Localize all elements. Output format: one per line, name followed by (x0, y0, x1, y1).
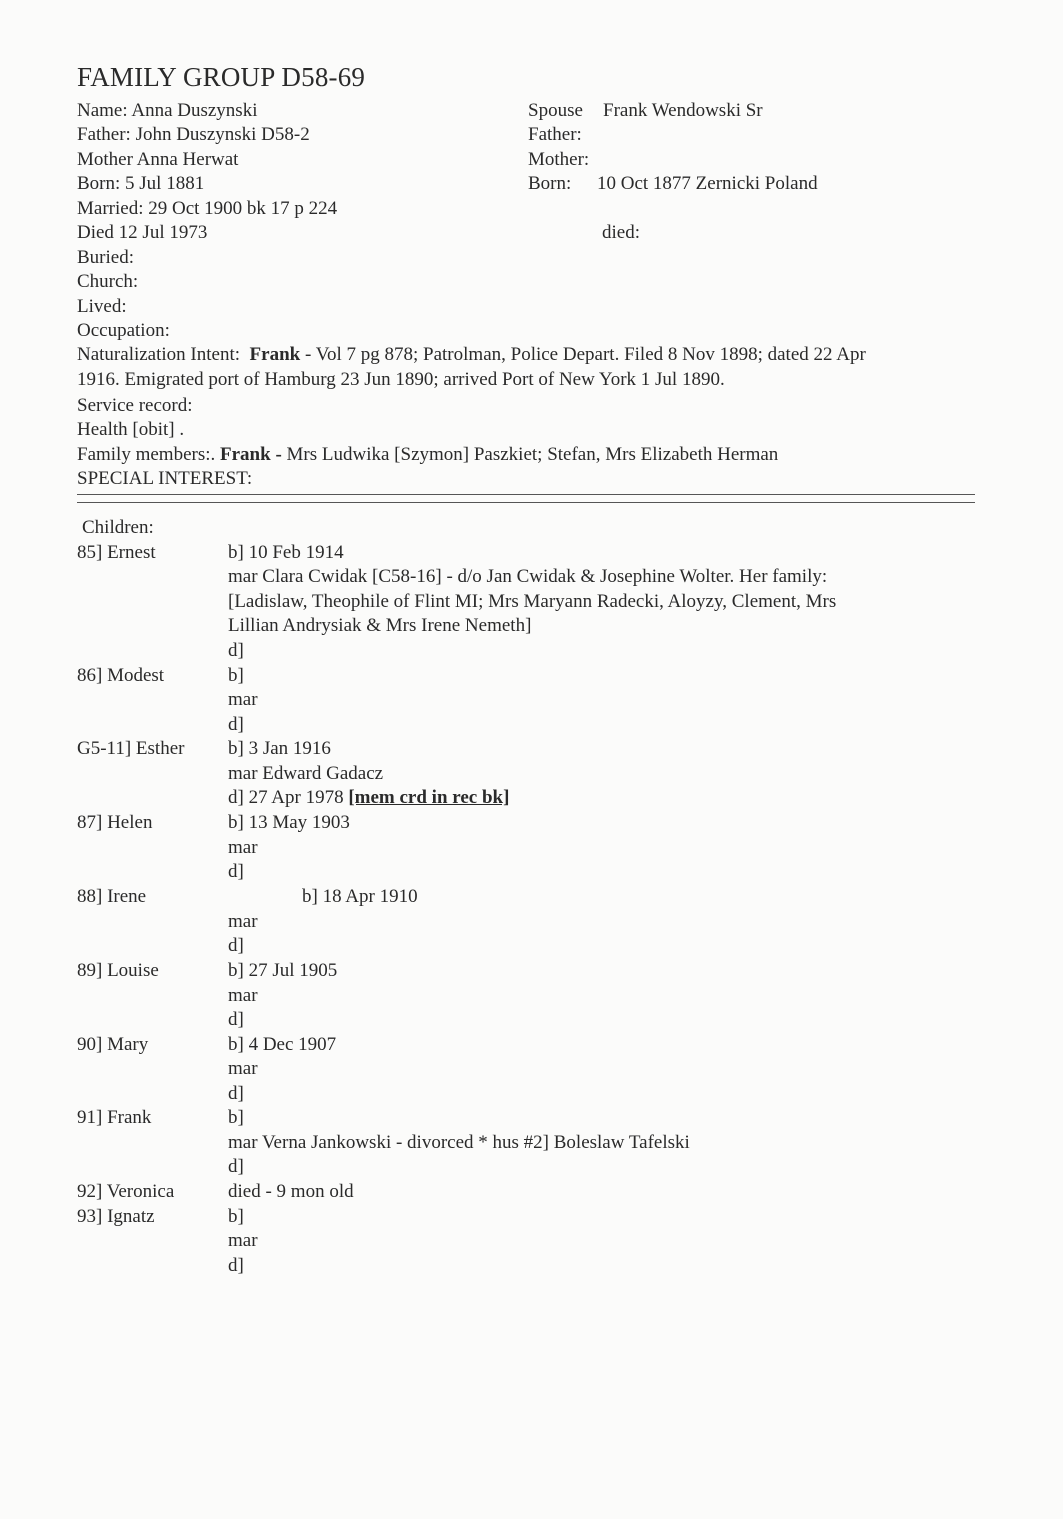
child-line: d] (228, 935, 244, 956)
family-members-rest: Mrs Ludwika [Szymon] Paszkiet; Stefan, Mrs Elizabeth Herman (281, 444, 779, 465)
family-members-line (77, 443, 778, 467)
child-line: b] (228, 665, 244, 686)
naturalization-label: Naturalization Intent: (77, 344, 241, 365)
child-line: died - 9 mon old (228, 1181, 354, 1202)
child-id: 90] Mary (77, 1034, 149, 1055)
child-line: d] (228, 861, 244, 882)
spouse-born-label: Born: (528, 173, 572, 194)
spouse-father: Father: (528, 124, 582, 145)
spouse-name: Frank Wendowski Sr (603, 100, 763, 121)
child-line: b] 4 Dec 1907 (228, 1034, 337, 1055)
family-members-who: Frank - (220, 444, 282, 465)
child-line: Lillian Andrysiak & Mrs Irene Nemeth] (228, 615, 532, 636)
child-line: b] (228, 1206, 244, 1227)
child-line: d] (228, 640, 244, 661)
child-line: mar (228, 1230, 258, 1251)
child-id: 86] Modest (77, 665, 165, 686)
spouse-mother: Mother: (528, 149, 590, 170)
naturalization-line-2: 1916. Emigrated port of Hamburg 23 Jun 1890; arrived Port of New York 1 Jul 1890. (77, 369, 725, 390)
child-line: b] 18 Apr 1910 (302, 886, 418, 907)
spouse-born: 10 Oct 1877 Zernicki Poland (597, 173, 818, 194)
double-rule-divider (77, 494, 975, 503)
child-id: 93] Ignatz (77, 1206, 155, 1227)
child-id: 88] Irene (77, 886, 147, 907)
child-line: [Ladislaw, Theophile of Flint MI; Mrs Maryann Radecki, Aloyzy, Clement, Mrs (228, 591, 837, 612)
child-line: d] (228, 714, 244, 735)
child-line: d] (228, 1009, 244, 1030)
mother-line: Mother Anna Herwat (77, 149, 239, 170)
child-line: d] (228, 1156, 244, 1177)
child-line: mar (228, 985, 258, 1006)
naturalization-who: Frank (249, 344, 301, 365)
church-line: Church: (77, 271, 139, 292)
child-line: b] 13 May 1903 (228, 812, 350, 833)
child-id: 85] Ernest (77, 542, 156, 563)
child-line: mar (228, 837, 258, 858)
child-line (228, 786, 509, 810)
spouse-label: Spouse (528, 100, 583, 121)
name-line: Name: Anna Duszynski (77, 100, 258, 121)
child-line: mar (228, 1058, 258, 1079)
page-title: FAMILY GROUP D58-69 (77, 62, 366, 92)
born-line: Born: 5 Jul 1881 (77, 173, 205, 194)
child-line: mar Edward Gadacz (228, 763, 384, 784)
died-line: Died 12 Jul 1973 (77, 222, 208, 243)
children-label: Children: (82, 517, 154, 538)
occupation-line: Occupation: (77, 320, 170, 341)
child-line: mar (228, 689, 258, 710)
health-line: Health [obit] . (77, 419, 185, 440)
child-line: b] (228, 1107, 244, 1128)
lived-line: Lived: (77, 296, 127, 317)
child-id: G5-11] Esther (77, 738, 185, 759)
child-line: d] (228, 1255, 244, 1276)
memorial-card-note: [mem crd in rec bk] (348, 787, 510, 808)
naturalization-rest: - Vol 7 pg 878; Patrolman, Police Depart. Filed 8 Nov 1898; dated 22 Apr (300, 344, 866, 365)
buried-line: Buried: (77, 247, 134, 268)
child-line: d] (228, 1083, 244, 1104)
service-record-line: Service record: (77, 395, 193, 416)
father-line: Father: John Duszynski D58-2 (77, 124, 310, 145)
naturalization-line-1 (77, 343, 866, 367)
child-id: 87] Helen (77, 812, 153, 833)
child-line: b] 27 Jul 1905 (228, 960, 338, 981)
child-line: b] 3 Jan 1916 (228, 738, 331, 759)
special-interest-line: SPECIAL INTEREST: (77, 468, 253, 489)
child-id: 91] Frank (77, 1107, 152, 1128)
family-members-label: Family members:. (77, 444, 216, 465)
child-line: b] 10 Feb 1914 (228, 542, 344, 563)
child-id: 89] Louise (77, 960, 159, 981)
married-line: Married: 29 Oct 1900 bk 17 p 224 (77, 198, 338, 219)
child-line: mar Clara Cwidak [C58-16] - d/o Jan Cwidak & Josephine Wolter. Her family: (228, 566, 828, 587)
child-death-text: d] 27 Apr 1978 (228, 787, 349, 808)
child-line: mar Verna Jankowski - divorced * hus #2] Boleslaw Tafelski (228, 1132, 690, 1153)
child-line: mar (228, 911, 258, 932)
spouse-died: died: (602, 222, 640, 243)
child-id: 92] Veronica (77, 1181, 175, 1202)
